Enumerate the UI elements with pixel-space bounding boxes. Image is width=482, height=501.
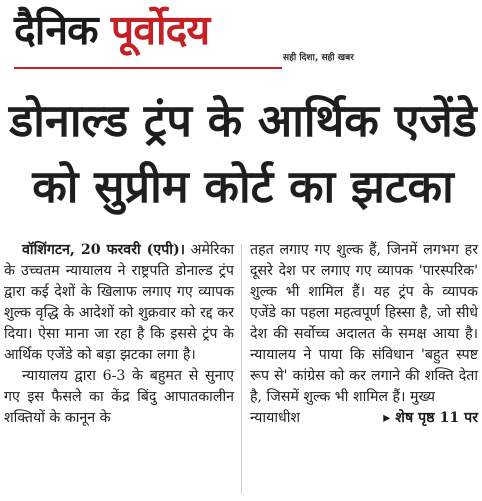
article-headline [8, 88, 478, 220]
continued-on-page-link[interactable]: ▸ शेष पृष्ठ 11 पर [383, 410, 478, 426]
article-paragraph-3: तहत लगाए गए शुल्क हैं, जिनमें लगभग हर दूसरे देश पर लगाए गए व्यापक 'पारस्परिक' शुल्क भी शामिल हैं। यह ट्रंप के व्यापक एजेंडे का पहला महत्वपूर्ण हिस्सा है, जो सीधे देश की सर्वोच्च अदालत के समक्ष आया है। न्यायालय ने पाया कि संविधान 'बहुत स्पष्ट रूप से' कांग्रेस को कर लगाने की शक्ति देता है, जिसमें शुल्क भी शामिल हैं। मुख्य [250, 242, 478, 405]
article-paragraph-2: न्यायालय द्वारा 6-3 के बहुमत से सुनाए गए इस फैसले का केंद्र बिंदु आपातकालीन शक्तियों के कानून के [4, 368, 234, 426]
tagline: सही दिशा, सही खबर [283, 53, 354, 63]
logo-word-1: दैनिक [14, 6, 98, 54]
continuation-row [250, 408, 478, 429]
newspaper-logo [14, 4, 209, 56]
masthead-rule [14, 67, 282, 69]
article-column-right [250, 240, 478, 429]
last-word: न्यायाधीश [250, 410, 301, 426]
masthead [0, 0, 482, 82]
paragraph-1-text: अमेरिका के उच्चतम न्यायालय ने राष्ट्रपति डोनाल्ड ट्रंप द्वारा कई देशों के खिलाफ लगाए गए व्यापक शुल्क वृद्धि के आदेशों को शुक्रवार को रद्द कर दिया। ऐसा माना जा रहा है कि इससे ट्रंप के आर्थिक एजेंडे को बड़ा झटका लगा है। [4, 242, 235, 363]
headline-line-1: डोनाल्ड ट्रंप के आर्थिक एजेंडे [9, 94, 477, 147]
dateline: वॉशिंगटन, 20 फरवरी (एपी)। [22, 242, 186, 258]
logo-word-2: पूर्वोदय [110, 6, 210, 54]
article-paragraph-1 [4, 240, 234, 366]
headline-line-2: को सुप्रीम कोर्ट का झटका [32, 160, 454, 213]
article-column-left [4, 240, 234, 429]
column-divider [241, 244, 242, 494]
